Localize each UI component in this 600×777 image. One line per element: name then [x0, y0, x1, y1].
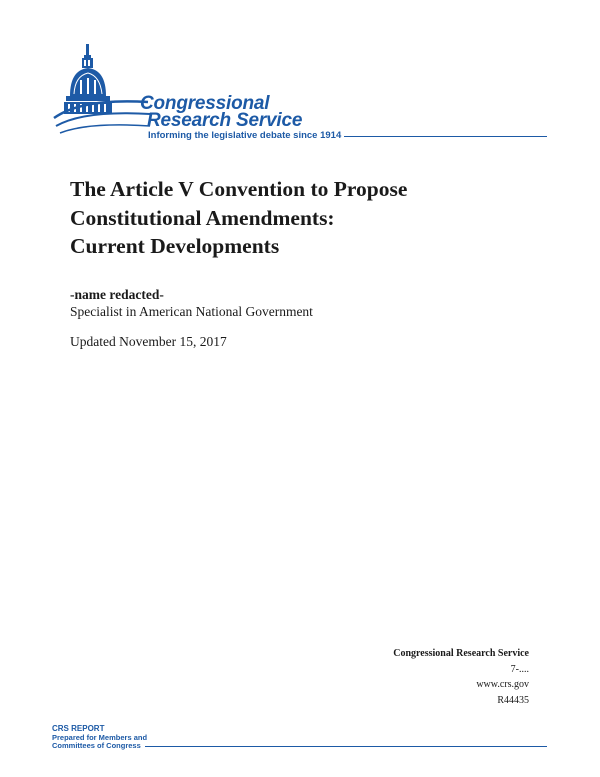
footer-line-2: Prepared for Members and: [52, 732, 148, 742]
crs-report-footer: [52, 725, 147, 751]
author-name: -name redacted-: [70, 287, 164, 302]
crs-name: Congressional Research Service: [393, 648, 529, 659]
crs-phone: 7-....: [510, 663, 529, 675]
crs-website: www.crs.gov: [476, 679, 529, 690]
author-position: Specialist in American National Government: [70, 304, 313, 319]
logo-line-research-service: Research Service: [147, 110, 303, 131]
footer-label: CRS REPORT: [52, 724, 105, 733]
report-number: R44435: [497, 694, 529, 706]
footer-divider: [145, 746, 547, 747]
logo-divider: [344, 136, 547, 137]
report-title: [70, 175, 540, 261]
title-line-3: Current Developments: [70, 234, 280, 258]
title-line-2: Constitutional Amendments:: [70, 205, 335, 230]
logo-line-congressional: Congressional: [140, 93, 270, 114]
footer-line-3: Committees of Congress: [52, 741, 141, 750]
updated-date: Updated November 15, 2017: [70, 334, 227, 349]
crs-contact-block: [393, 646, 529, 708]
capitol-dome-icon: [52, 40, 152, 140]
logo-tagline: Informing the legislative debate since 1914: [148, 130, 342, 141]
crs-logo: [52, 40, 552, 150]
title-line-1: The Article V Convention to Propose: [70, 177, 408, 201]
